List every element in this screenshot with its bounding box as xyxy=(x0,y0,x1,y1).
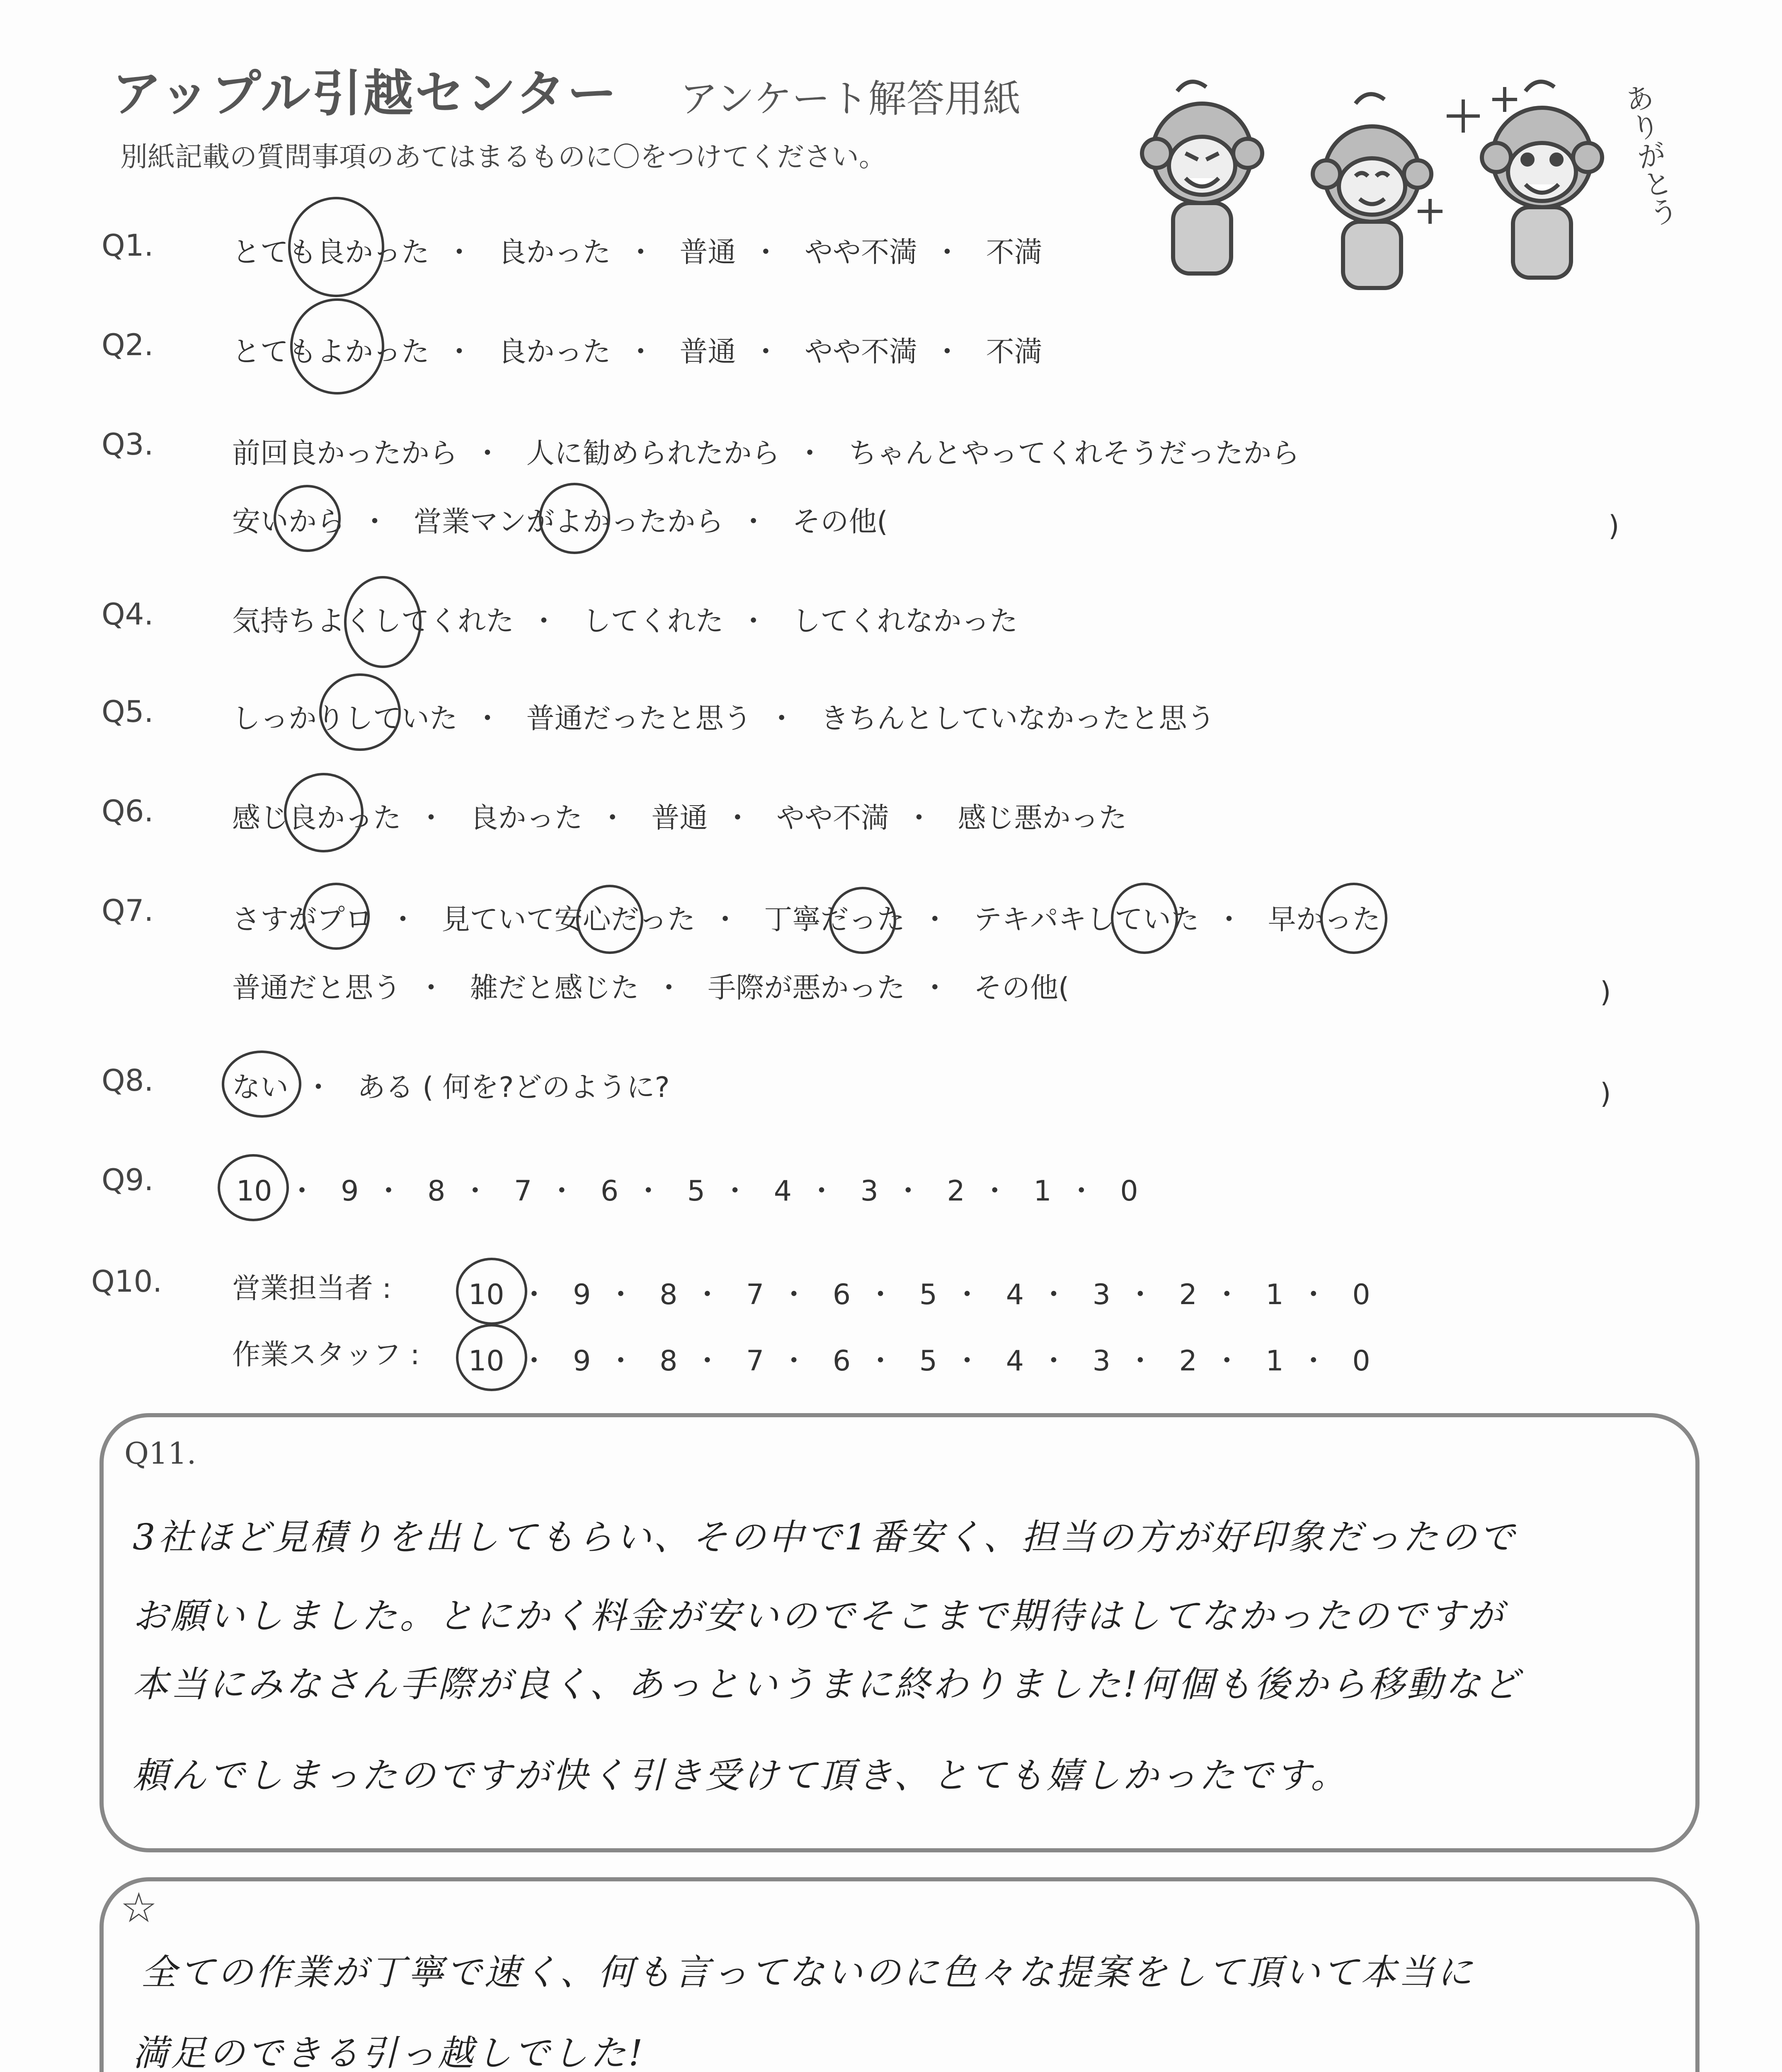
q3-option-1[interactable]: 前回良かったから xyxy=(232,437,458,470)
q10-staff-label: 作業スタッフ : xyxy=(232,1339,420,1371)
q10-staff-score-2[interactable]: 2 xyxy=(1179,1345,1197,1377)
q5-option-3[interactable]: きちんとしていなかったと思う xyxy=(820,702,1215,735)
q4-number: Q4. xyxy=(102,597,154,632)
q6-number: Q6. xyxy=(102,794,154,828)
q2-options: とてもよかった ・ 良かった ・ 普通 ・ やや不満 ・ 不満 xyxy=(232,329,1043,370)
q1-option-3[interactable]: 普通 xyxy=(679,236,736,269)
mascot-illustration xyxy=(1140,75,1679,307)
q11-line-4: 頼んでしまったのですが快く引き受けて頂き、とても嬉しかったです。 xyxy=(133,1755,1349,1796)
q9-selection-circle xyxy=(218,1154,289,1221)
q1-option-1[interactable]: とても良かった xyxy=(232,236,430,269)
q6-option-1[interactable]: 感じ良かった xyxy=(232,802,402,835)
q5-option-2[interactable]: 普通だったと思う xyxy=(526,702,752,735)
thanks-text: ありがとう xyxy=(1617,80,1681,230)
q7-selection-circle-3 xyxy=(829,887,896,954)
q3-option-5[interactable]: 営業マンがよかったから xyxy=(413,506,724,538)
q2-number: Q2. xyxy=(102,327,154,362)
q1-selection-circle xyxy=(288,197,384,297)
q1-option-5[interactable]: 不満 xyxy=(986,236,1043,269)
q7-selection-circle-1 xyxy=(303,883,370,950)
q7-options-line2: 普通だと思う ・ 雑だと感じた ・ 手際が悪かった ・ その他( xyxy=(232,966,1069,1006)
q4-option-1[interactable]: 気持ちよくしてくれた xyxy=(232,605,514,638)
q3-option-other[interactable]: その他( xyxy=(792,506,888,538)
q8-option-some[interactable]: ある ( 何を?どのように? xyxy=(357,1071,670,1104)
q3-number: Q3. xyxy=(102,427,154,462)
q2-selection-circle xyxy=(290,298,384,395)
q5-options: しっかりしていた ・ 普通だったと思う ・ きちんとしていなかったと思う xyxy=(232,696,1215,736)
q8-selection-circle xyxy=(222,1051,301,1118)
q4-options: 気持ちよくしてくれた ・ してくれた ・ してくれなかった xyxy=(232,599,1018,639)
q11-line-3: 本当にみなさん手際が良く、あっというまに終わりました!何個も後から移動など xyxy=(133,1664,1521,1705)
q10-staff-score-8[interactable]: 8 xyxy=(659,1345,678,1377)
q10-sales-score-10[interactable]: 10 xyxy=(468,1278,504,1311)
q10-staff-score-6[interactable]: 6 xyxy=(832,1345,851,1377)
q10-staff-score-4[interactable]: 4 xyxy=(1006,1345,1024,1377)
star-line-2: 満足のできる引っ越しでした! xyxy=(133,2033,645,2072)
q6-option-3[interactable]: 普通 xyxy=(651,802,708,835)
q3-selection-circle-2 xyxy=(539,483,610,554)
q7-selection-circle-4 xyxy=(1111,883,1178,954)
q6-option-5[interactable]: 感じ悪かった xyxy=(958,802,1127,835)
q10-staff-score-10[interactable]: 10 xyxy=(468,1345,504,1377)
q8-options: ない ・ ある ( 何を?どのように? xyxy=(232,1065,670,1105)
q9-score-9[interactable]: 9 xyxy=(341,1175,359,1208)
q7-selection-circle-5 xyxy=(1320,883,1387,954)
q7-option-1[interactable]: さすがプロ xyxy=(232,903,373,936)
q7-option-3[interactable]: 丁寧だった xyxy=(764,903,905,936)
q10-sales-score-4[interactable]: 4 xyxy=(1006,1278,1024,1311)
q1-number: Q1. xyxy=(102,228,154,263)
q2-option-2[interactable]: 良かった xyxy=(498,336,611,368)
q10-staff-selection-circle xyxy=(456,1324,527,1391)
q10-sales-score-3[interactable]: 3 xyxy=(1092,1278,1110,1311)
q10-sales-score-1[interactable]: 1 xyxy=(1266,1278,1284,1311)
q6-selection-circle xyxy=(284,773,364,852)
form-subtitle: アンケート解答用紙 xyxy=(680,77,1021,121)
q6-option-4[interactable]: やや不満 xyxy=(776,802,889,835)
monkey-mascot-icon xyxy=(1140,75,1679,307)
q10-sales-score-0[interactable]: 0 xyxy=(1352,1278,1370,1311)
q8-number: Q8. xyxy=(102,1063,154,1098)
q7-option-7[interactable]: 雑だと感じた xyxy=(470,972,639,1005)
q10-sales-selection-circle xyxy=(456,1258,527,1325)
q2-option-3[interactable]: 普通 xyxy=(679,336,736,368)
q7-selection-circle-2 xyxy=(576,885,643,954)
star-label: ☆ xyxy=(120,1883,158,1932)
q3-option-3[interactable]: ちゃんとやってくれそうだったから xyxy=(849,437,1300,470)
q7-option-4[interactable]: テキパキしていた xyxy=(973,903,1199,936)
q9-score-5[interactable]: 5 xyxy=(687,1175,706,1208)
q11-line-1: 3社ほど見積りを出してもらい、その中で1番安く、担当の方が好印象だったので xyxy=(133,1517,1517,1558)
q3-other-close: ) xyxy=(1608,510,1620,542)
q7-option-5[interactable]: 早かった xyxy=(1268,903,1381,936)
q11-label: Q11. xyxy=(124,1436,196,1471)
q9-scale: 10 ・ 9 ・ 8 ・ 7 ・ 6 ・ 5 ・ 4 ・ 3 ・ 2 ・ 1 ・ 0 xyxy=(236,1175,1138,1208)
q10-sales-score-8[interactable]: 8 xyxy=(659,1278,678,1311)
q1-option-4[interactable]: やや不満 xyxy=(804,236,917,269)
q8-option-none[interactable]: ない xyxy=(232,1071,289,1104)
star-line-1: 全ての作業が丁寧で速く、何も言ってないのに色々な提案をして頂いて本当に xyxy=(141,1952,1475,1993)
q6-option-2[interactable]: 良かった xyxy=(470,802,583,835)
form-title: アップル引越センター xyxy=(112,65,618,123)
q10-staff-score-7[interactable]: 7 xyxy=(746,1345,764,1377)
q10-sales-score-6[interactable]: 6 xyxy=(832,1278,851,1311)
q10-staff-score-1[interactable]: 1 xyxy=(1266,1345,1284,1377)
q9-score-10[interactable]: 10 xyxy=(236,1175,272,1208)
q9-number: Q9. xyxy=(102,1162,154,1197)
q3-options-line1: 前回良かったから ・ 人に勧められたから ・ ちゃんとやってくれそうだったから xyxy=(232,431,1300,471)
q9-score-6[interactable]: 6 xyxy=(600,1175,619,1208)
q10-staff-score-0[interactable]: 0 xyxy=(1352,1345,1370,1377)
q10-sales-label: 営業担当者 : xyxy=(232,1272,392,1305)
q10-sales-score-9[interactable]: 9 xyxy=(573,1278,591,1311)
q2-option-1[interactable]: とてもよかった xyxy=(232,336,430,368)
q9-score-4[interactable]: 4 xyxy=(773,1175,792,1208)
q7-option-other[interactable]: その他( xyxy=(973,972,1069,1005)
q5-number: Q5. xyxy=(102,694,154,729)
q10-sales-scale: 10 ・ 9 ・ 8 ・ 7 ・ 6 ・ 5 ・ 4 ・ 3 ・ 2 ・ 1 ・ 0 xyxy=(468,1278,1370,1311)
q7-option-6[interactable]: 普通だと思う xyxy=(232,972,402,1005)
q10-staff-scale: 10 ・ 9 ・ 8 ・ 7 ・ 6 ・ 5 ・ 4 ・ 3 ・ 2 ・ 1 ・ 0 xyxy=(468,1345,1370,1377)
q2-option-4[interactable]: やや不満 xyxy=(804,336,917,368)
q10-sales-score-5[interactable]: 5 xyxy=(919,1278,938,1311)
q10-staff-score-9[interactable]: 9 xyxy=(573,1345,591,1377)
q10-staff-score-5[interactable]: 5 xyxy=(919,1345,938,1377)
q5-selection-circle xyxy=(319,673,401,751)
q10-sales-score-2[interactable]: 2 xyxy=(1179,1278,1197,1311)
q11-line-2: お願いしました。とにかく料金が安いのでそこまで期待はしてなかったのですが xyxy=(133,1595,1506,1637)
q9-score-1[interactable]: 1 xyxy=(1033,1175,1052,1208)
q3-option-4[interactable]: 安いから xyxy=(232,506,345,538)
q10-staff-score-3[interactable]: 3 xyxy=(1092,1345,1110,1377)
q4-selection-circle xyxy=(344,576,422,668)
q7-other-close: ) xyxy=(1600,976,1611,1009)
instruction-text: 別紙記載の質問事項のあてはまるものに〇をつけてください。 xyxy=(120,141,886,173)
q9-score-3[interactable]: 3 xyxy=(860,1175,878,1208)
q7-option-8[interactable]: 手際が悪かった xyxy=(708,972,905,1005)
q3-options-line2: 安いから ・ 営業マンがよかったから ・ その他( xyxy=(232,499,888,540)
q4-option-2[interactable]: してくれた xyxy=(582,605,724,638)
q9-score-0[interactable]: 0 xyxy=(1120,1175,1138,1208)
q1-option-2[interactable]: 良かった xyxy=(498,236,611,269)
q4-option-3[interactable]: してくれなかった xyxy=(792,605,1018,638)
q8-close: ) xyxy=(1600,1077,1611,1110)
q10-sales-score-7[interactable]: 7 xyxy=(746,1278,764,1311)
q3-option-2[interactable]: 人に勧められたから xyxy=(526,437,780,470)
q9-score-8[interactable]: 8 xyxy=(427,1175,446,1208)
q7-option-2[interactable]: 見ていて安心だった xyxy=(441,903,696,936)
q2-option-5[interactable]: 不満 xyxy=(986,336,1043,368)
q3-selection-circle-1 xyxy=(274,485,341,552)
q1-options: とても良かった ・ 良かった ・ 普通 ・ やや不満 ・ 不満 xyxy=(232,230,1043,270)
q7-options-line1: さすがプロ ・ 見ていて安心だった ・ 丁寧だった ・ テキパキしていた ・ 早かった xyxy=(232,897,1381,937)
q7-number: Q7. xyxy=(102,893,154,928)
q9-score-2[interactable]: 2 xyxy=(947,1175,965,1208)
q6-options: 感じ良かった ・ 良かった ・ 普通 ・ やや不満 ・ 感じ悪かった xyxy=(232,796,1127,836)
q9-score-7[interactable]: 7 xyxy=(514,1175,532,1208)
q10-number: Q10. xyxy=(91,1264,162,1299)
q5-option-1[interactable]: しっかりしていた xyxy=(232,702,458,735)
